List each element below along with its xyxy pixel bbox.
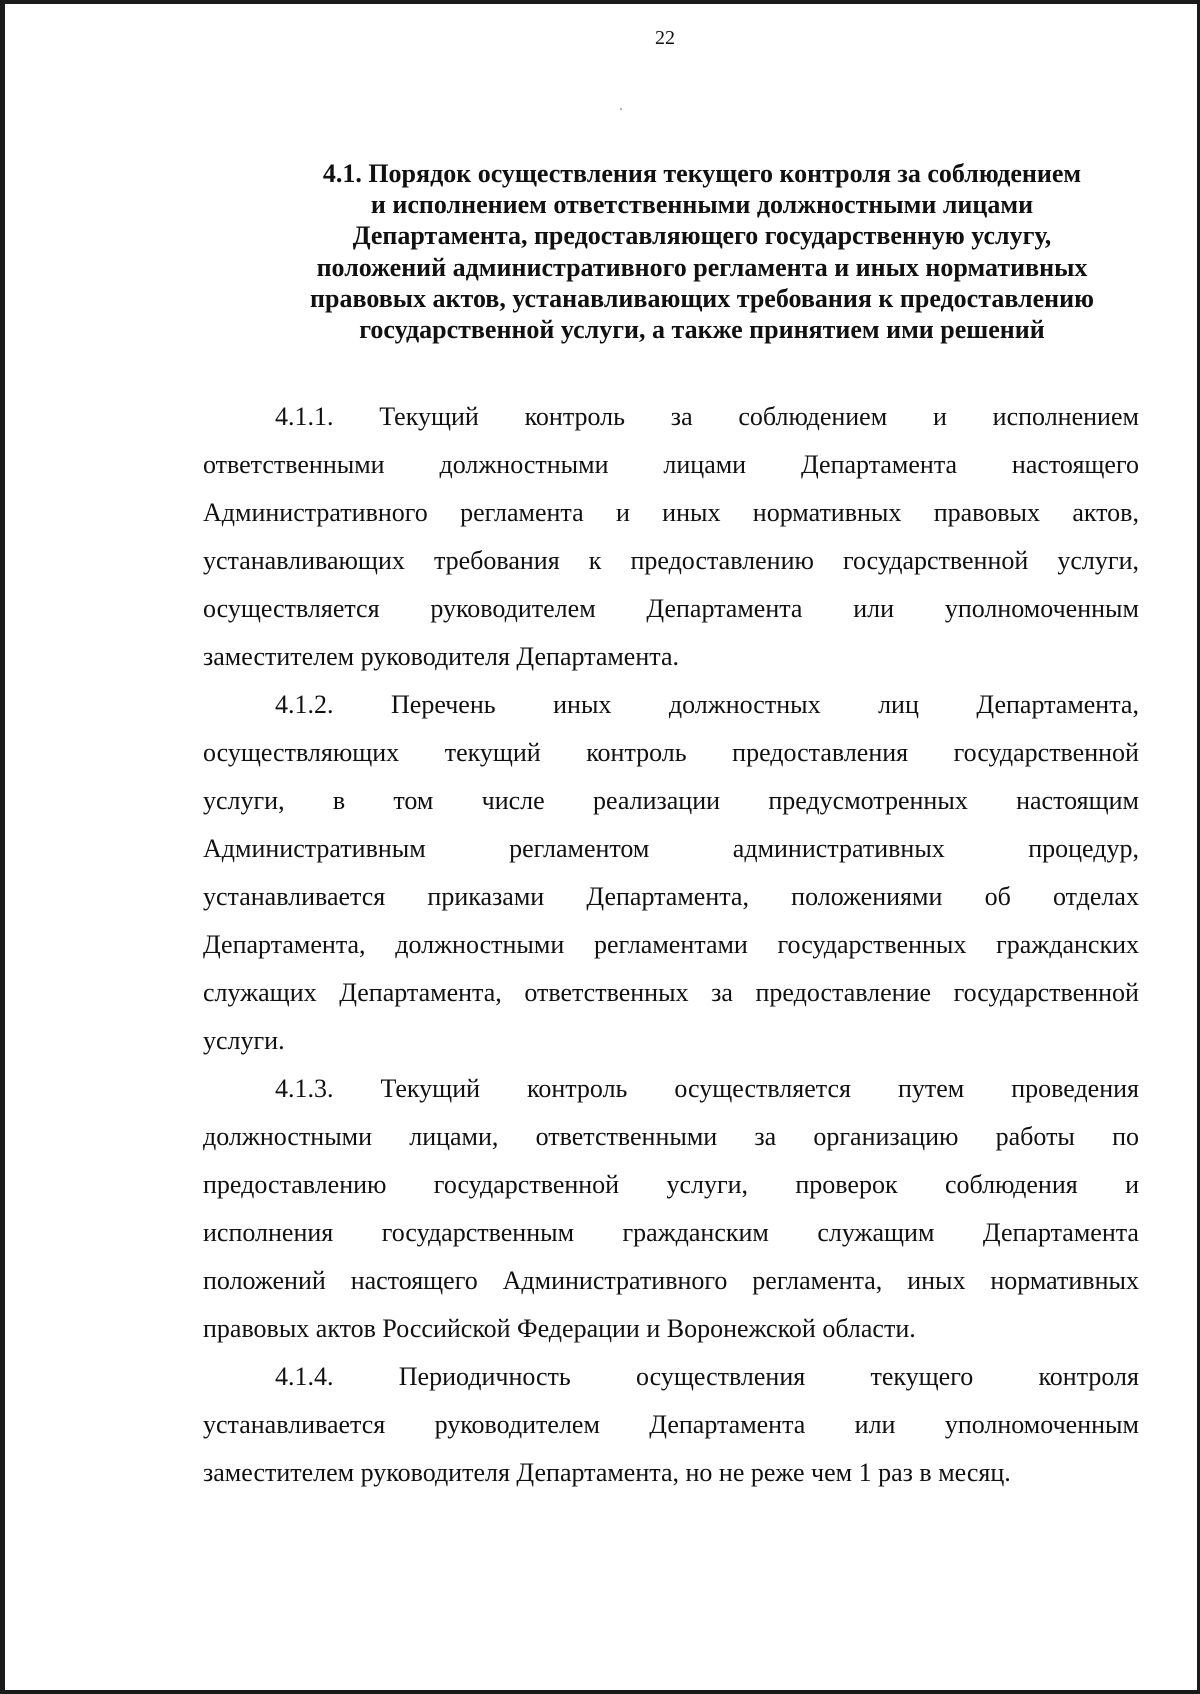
heading-line: положений административного регламента и иных нормативных	[316, 252, 1088, 282]
heading-line: правовых актов, устанавливающих требования к предоставлению	[310, 283, 1094, 313]
word: Департамента,	[976, 690, 1139, 719]
word: уполномоченным	[944, 594, 1139, 623]
paragraph-line	[203, 681, 1139, 729]
word: за	[711, 978, 733, 1007]
word: устанавливается	[203, 882, 386, 911]
word: осуществляется	[203, 594, 380, 623]
word: том	[393, 786, 434, 815]
word: исполнением	[992, 402, 1139, 431]
paragraph-line	[203, 1161, 1139, 1209]
word: и	[932, 402, 947, 431]
word: Департамента,	[339, 978, 502, 1007]
heading-line: и исполнением ответственными должностными лицами	[370, 190, 1034, 220]
word: Текущий	[379, 402, 479, 431]
word: государственной	[953, 738, 1139, 767]
word: услуги,	[1057, 546, 1139, 575]
word: Департамента	[649, 1410, 806, 1439]
word: гражданским	[622, 1218, 769, 1247]
word: и	[615, 498, 630, 527]
word: проверок	[795, 1170, 898, 1199]
word: Департамента,	[203, 930, 366, 959]
word: государственной	[843, 546, 1029, 575]
word: лицами	[663, 450, 747, 479]
paragraph-line	[203, 825, 1139, 873]
word: по	[1112, 1122, 1139, 1151]
word: ответственными	[203, 450, 385, 479]
word: к	[588, 546, 602, 575]
word: устанавливается	[203, 1410, 386, 1439]
word: гражданских	[996, 930, 1139, 959]
word: административных	[732, 834, 945, 863]
word: за	[754, 1122, 777, 1151]
word: и	[1125, 1170, 1139, 1199]
word: должностных	[668, 690, 821, 719]
paragraph-line	[203, 921, 1139, 969]
word: регламента,	[752, 1266, 883, 1295]
word: должностными	[395, 930, 565, 959]
paragraph-line	[203, 1401, 1139, 1449]
paragraph-4-1-4	[203, 1353, 1139, 1497]
word: Департамента,	[586, 882, 749, 911]
word: настоящим	[1016, 786, 1139, 815]
word: настоящего	[1011, 450, 1139, 479]
heading-line: 4.1. Порядок осуществления текущего контроля за соблюдением	[322, 159, 1082, 188]
page-number: 22	[655, 27, 675, 49]
paragraph-line	[203, 489, 1139, 537]
word: предоставлению	[630, 546, 814, 575]
word: должностными	[439, 450, 609, 479]
word: Департамента	[982, 1218, 1139, 1247]
paragraph-line	[203, 585, 1139, 633]
word: положений	[203, 1266, 326, 1295]
word: иных	[662, 498, 721, 527]
word: иных	[907, 1266, 966, 1295]
paragraph-line: правовых актов Российской Федерации и Воронежской области.	[203, 1314, 916, 1343]
scan-artifact-dot	[620, 108, 622, 110]
word: руководителем	[430, 594, 596, 623]
word: устанавливающих	[203, 546, 405, 575]
paragraph-line	[203, 1065, 1139, 1113]
word: Департамента	[646, 594, 803, 623]
word: или	[853, 594, 895, 623]
word: реализации	[592, 786, 721, 815]
word: 4.1.4.	[275, 1362, 334, 1391]
paragraph-line	[203, 1113, 1139, 1161]
word: уполномоченным	[944, 1410, 1139, 1439]
word: осуществляющих	[203, 738, 400, 767]
word: регламентами	[593, 930, 748, 959]
word: соблюдения	[944, 1170, 1078, 1199]
word: путем	[897, 1074, 965, 1103]
paragraph-line	[203, 537, 1139, 585]
word: требования	[433, 546, 560, 575]
paragraph-4-1-2	[203, 681, 1139, 1065]
word: процедур,	[1028, 834, 1139, 863]
word: осуществления	[636, 1362, 806, 1391]
word: приказами	[427, 882, 545, 911]
word: услуги,	[666, 1170, 749, 1199]
word: служащим	[817, 1218, 935, 1247]
word: лиц	[878, 690, 919, 719]
word: Департамента	[800, 450, 958, 479]
word: государственным	[381, 1218, 575, 1247]
word: контроль	[586, 738, 687, 767]
word: государственной	[953, 978, 1139, 1007]
word: контроль	[527, 1074, 628, 1103]
word: Перечень	[391, 690, 496, 719]
paragraph-line	[203, 1257, 1139, 1305]
word: соблюдением	[738, 402, 888, 431]
paragraph-4-1-3	[203, 1065, 1139, 1353]
word: Периодичность	[398, 1362, 571, 1391]
paragraph-line: заместителем руководителя Департамента.	[203, 642, 679, 671]
body-text	[203, 393, 1139, 1497]
word: руководителем	[434, 1410, 600, 1439]
word: лицами,	[409, 1122, 499, 1151]
word: 4.1.3.	[275, 1074, 334, 1103]
word: настоящего	[350, 1266, 478, 1295]
word: Административного	[502, 1266, 728, 1295]
word: текущего	[870, 1362, 974, 1391]
word: числе	[481, 786, 545, 815]
word: служащих	[203, 978, 317, 1007]
paragraph-line	[203, 873, 1139, 921]
word: предоставлению	[203, 1170, 387, 1199]
word: ответственными	[535, 1122, 718, 1151]
word: нормативных	[752, 498, 902, 527]
word: отделах	[1052, 882, 1139, 911]
word: регламентом	[509, 834, 650, 863]
paragraph-line	[203, 393, 1139, 441]
word: Текущий	[380, 1074, 481, 1103]
word: проведения	[1011, 1074, 1139, 1103]
word: нормативных	[990, 1266, 1139, 1295]
word: текущий	[444, 738, 541, 767]
word: за	[670, 402, 693, 431]
word: предусмотренных	[768, 786, 968, 815]
heading-line: государственной услуги, а также принятием ими решений	[359, 315, 1045, 345]
heading-line: Департамента, предоставляющего государственную услугу,	[352, 221, 1052, 251]
paragraph-line	[203, 969, 1139, 1017]
word: 4.1.1.	[275, 402, 334, 431]
word: предоставления	[732, 738, 909, 767]
paragraph-line	[203, 441, 1139, 489]
word: услуги,	[203, 786, 285, 815]
word: 4.1.2.	[275, 690, 334, 719]
word: Административного	[203, 498, 428, 527]
word: Административным	[203, 834, 426, 863]
word: ответственных	[524, 978, 689, 1007]
word: положениями	[791, 882, 943, 911]
paragraph-line	[203, 1209, 1139, 1257]
word: или	[854, 1410, 896, 1439]
word: правовых	[933, 498, 1041, 527]
word: контроля	[1038, 1362, 1139, 1391]
word: осуществляется	[674, 1074, 851, 1103]
paragraph-line: услуги.	[203, 1026, 285, 1055]
section-heading	[268, 158, 1136, 345]
paragraph-4-1-1	[203, 393, 1139, 681]
word: об	[984, 882, 1011, 911]
paragraph-line	[203, 777, 1139, 825]
word: предоставление	[755, 978, 932, 1007]
word: работы	[995, 1122, 1075, 1151]
word: актов,	[1072, 498, 1139, 527]
word: исполнения	[203, 1218, 334, 1247]
word: регламента	[460, 498, 584, 527]
word: контроль	[524, 402, 626, 431]
paragraph-line: заместителем руководителя Департамента, но не реже чем 1 раз в месяц.	[203, 1458, 1011, 1487]
word: должностными	[203, 1122, 373, 1151]
word: иных	[553, 690, 612, 719]
paragraph-line	[203, 729, 1139, 777]
word: государственной	[433, 1170, 620, 1199]
word: организацию	[813, 1122, 959, 1151]
word: государственных	[777, 930, 967, 959]
paragraph-line	[203, 1353, 1139, 1401]
word: в	[332, 786, 346, 815]
